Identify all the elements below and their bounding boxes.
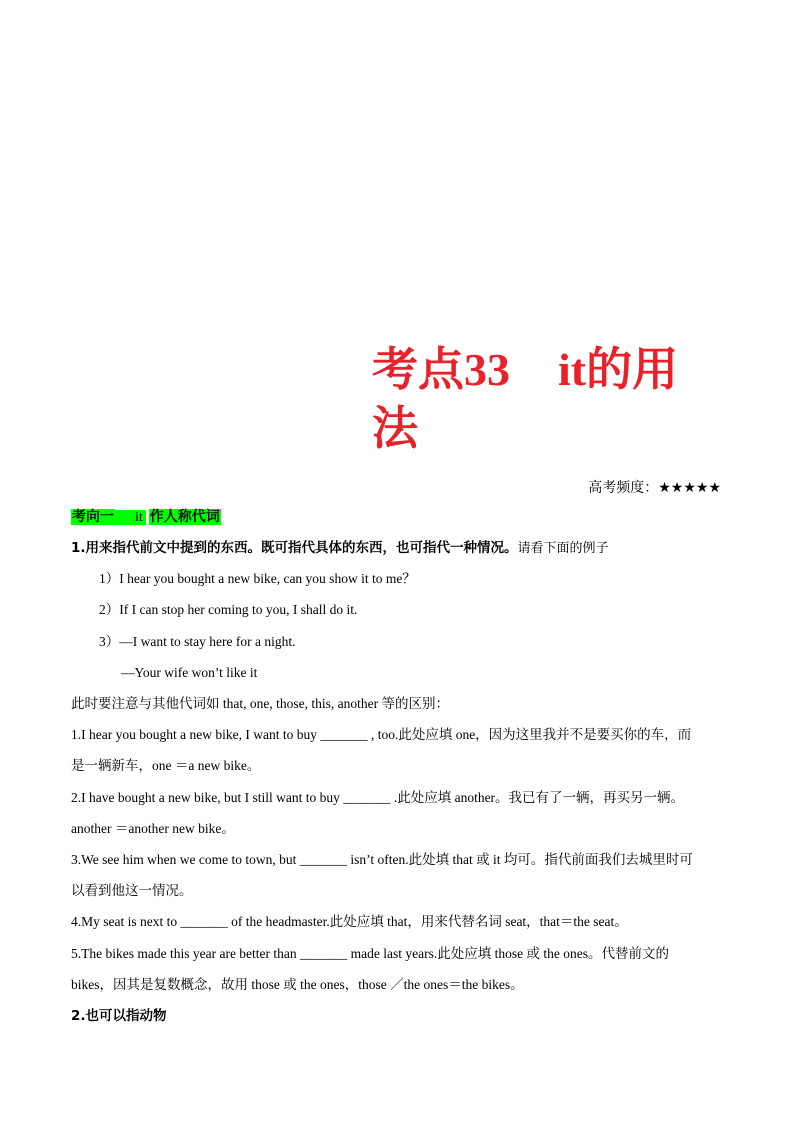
section-tag [71,507,221,527]
section-tag-a: 考向一 [72,509,114,525]
item-5-line-1: 5.The bikes made this year are better than _______ made last years.此处应填 those 或 the ones。代替前文的 [71,946,669,961]
title-it: it [558,344,587,395]
title-number: 33 [464,344,510,395]
example-2: 2）If I can stop her coming to you, I shall do it. [99,602,358,617]
item-1-line-1: 1.I hear you bought a new bike, I want to buy _______ , too.此处应填 one，因为这里我并不是要买你的车，而 [71,727,692,742]
item-1-line-2: 是一辆新车，one ＝a new bike。 [71,758,261,773]
item-3-line-2: 以看到他这一情况。 [71,883,193,898]
example-3-reply: —Your wife won’t like it [121,665,258,680]
example-1: 1）I hear you bought a new bike, can you show it to me？ [99,571,416,586]
frequency-label: 高考频度： [588,480,659,496]
example-3: 3）—I want to stay here for a night. [99,634,296,649]
item-5-line-2: bikes，因其是复数概念，故用 those 或 the ones，those ／the ones＝the bikes。 [71,977,524,992]
item-2-line-2: another ＝another new bike。 [71,821,235,836]
point-2-heading: 2.也可以指动物 [71,1008,167,1024]
point-2 [71,1000,723,1032]
frequency-stars: ★★★★★ [658,480,721,496]
title-rest: 的用 [586,342,679,396]
item-4-line-1: 4.My seat is next to _______ of the headmaster.此处应填 that，用来代替名词 seat，that＝the seat。 [71,914,628,929]
title-line-2: 法 [372,401,418,455]
page-title [372,340,732,457]
point-1 [71,532,723,564]
title-zh: 考点 [372,342,464,396]
title-line-1 [372,340,732,399]
item-3-line-1: 3.We see him when we come to town, but _______ isn’t often.此处填 that 或 it 均可。指代前面我们去城里时可 [71,852,693,867]
item-2-line-1: 2.I have bought a new bike, but I still want to buy _______ .此处应填 another。我已有了一辆，再买另一辆。 [71,790,685,805]
point-1-after: 请看下面的例子 [517,541,609,556]
exam-frequency [588,477,721,497]
note: 此时要注意与其他代词如 that, one, those, this, another 等的区别： [71,696,449,711]
point-1-heading: 1.用来指代前文中提到的东西。既可指代具体的东西，也可指代一种情况。 [71,540,518,556]
section-tag-it: it [115,510,146,525]
section-tag-b: 作人称代词 [149,509,220,525]
